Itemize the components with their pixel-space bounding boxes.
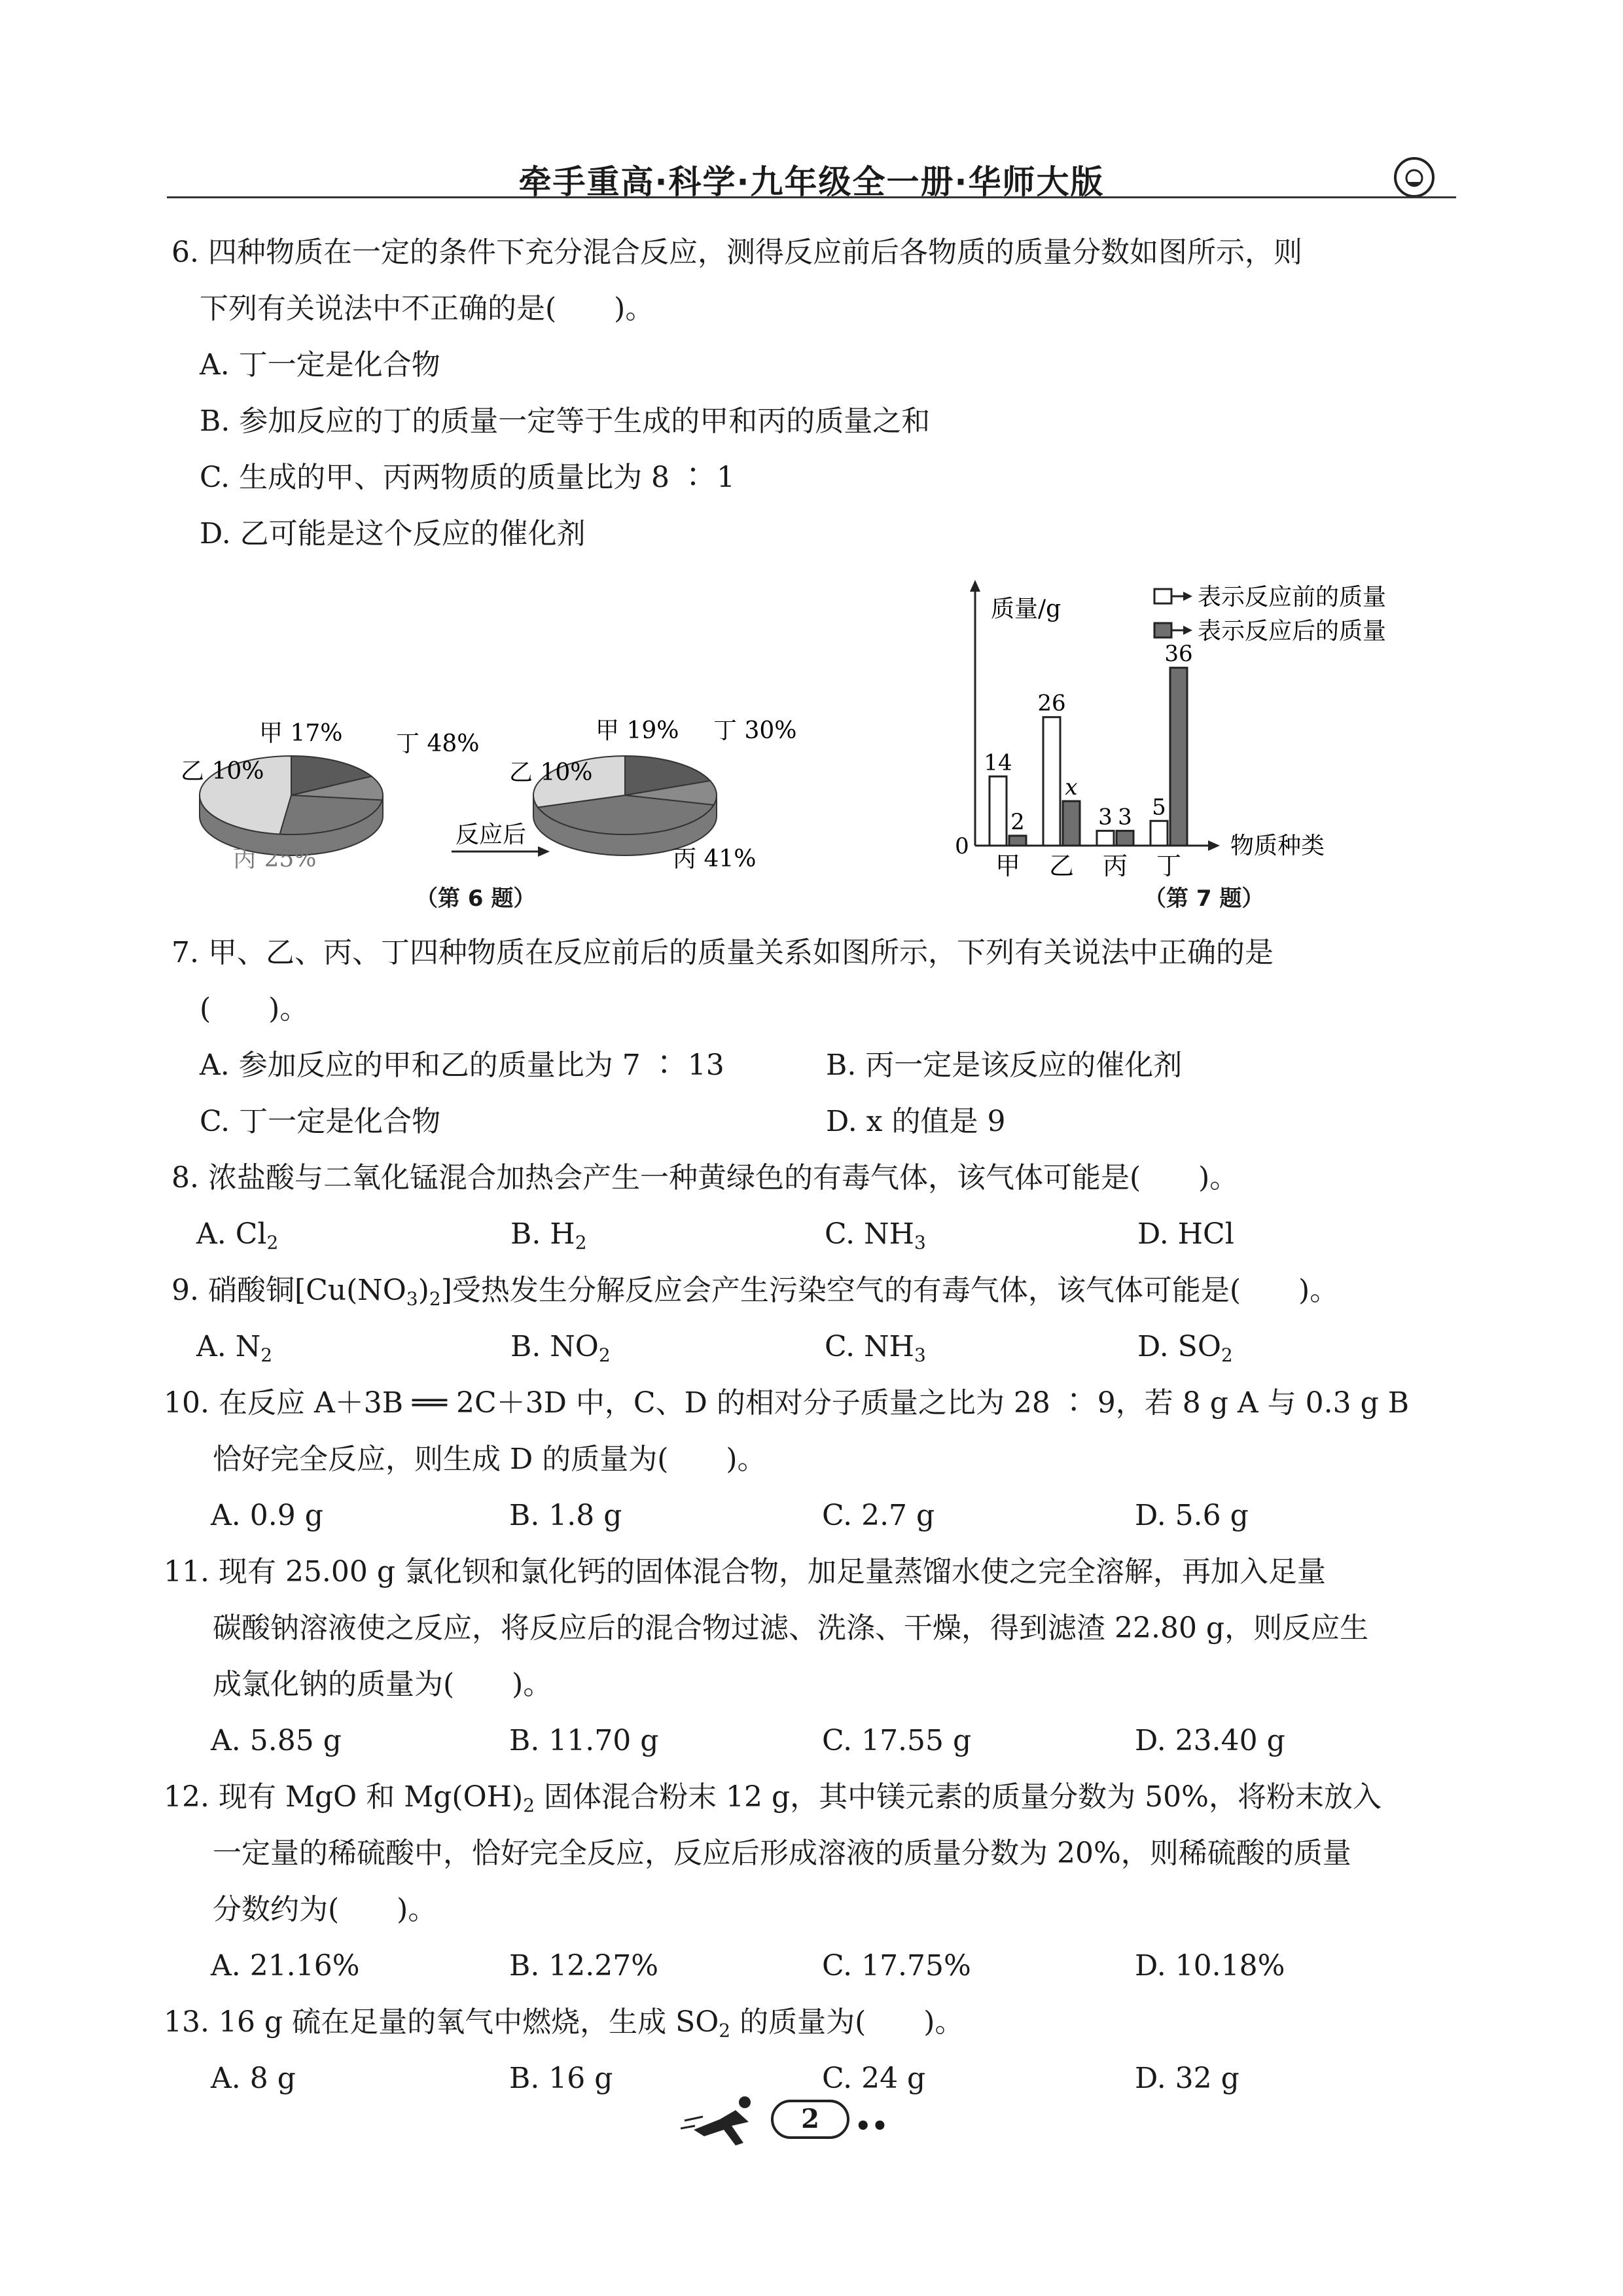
bar-label-丁-before: 5 [1152,794,1166,821]
pie-after-label-yi: 乙 10% [509,759,593,786]
q10-stem-line2: 恰好完全反应，则生成 D 的质量为( )。 [213,1443,766,1476]
bar-origin-label: 0 [955,833,969,859]
q7-option-d: D. x 的值是 9 [826,1105,1006,1138]
q11-option-a: A. 5.85 g [211,1724,342,1757]
bar-category-label-丙: 丙 [1102,852,1128,880]
q8-option-c: C. $NH_3$ [825,1217,926,1253]
bar-label-丙-after: 3 [1118,804,1132,831]
pie-after-label-bing: 丙 41% [673,846,757,872]
q12-stem-line2: 一定量的稀硫酸中，恰好完全反应，反应后形成溶液的质量分数为 20%，则稀硫酸的质量 [213,1837,1351,1870]
q7-option-a: A. 参加反应的甲和乙的质量比为 7 ∶ 13 [200,1049,724,1082]
q6-option-d: D. 乙可能是这个反应的催化剂 [200,517,586,550]
q10-option-c: C. 2.7 g [822,1499,935,1532]
bar-label-甲-before: 14 [984,749,1012,776]
q9-option-c: C. $NH_3$ [825,1330,926,1366]
q9-option-b: B. $NO_2$ [510,1330,611,1366]
bar-category-label-丁: 丁 [1156,852,1182,880]
bar-label-乙-after: x [1065,774,1078,801]
q10-stem-line1: 10. 在反应 A＋3B ══ 2C＋3D 中，C、D 的相对分子质量之比为 28 ∶ 9，若 8 g A 与 0.3 g B [164,1386,1410,1420]
page-dots-icon: •• [855,2111,889,2142]
q8-option-d: D. HCl [1137,1217,1234,1251]
q12-option-c: C. 17.75% [822,1949,971,1982]
q13-option-c: C. 24 g [822,2062,926,2095]
q12-option-b: B. 12.27% [509,1949,659,1982]
q9-option-a: A. $N_2$ [196,1330,273,1366]
bar-丁-before [1150,821,1168,846]
pie-after-label-jia: 甲 19% [596,717,679,744]
figure-7-bar-chart [942,576,1459,884]
q12-stem-line1: 12. 现有 MgO 和 $Mg(OH)_2$ 固体混合粉末 12 g，其中镁元素的质量分数为 50%，将粉末放入 [164,1780,1382,1816]
q10-option-a: A. 0.9 g [211,1499,323,1532]
q13-stem: 13. 16 g 硫在足量的氧气中燃烧，生成 $SO_2$ 的质量为( )。 [164,2005,964,2041]
pie-arrow-label: 反应后 [455,821,527,848]
q12-option-a: A. 21.16% [211,1949,360,1982]
q6-stem-line1: 6. 四种物质在一定的条件下充分混合反应，测得反应前后各物质的质量分数如图所示，则 [171,236,1302,269]
bar-甲-after [1009,836,1026,846]
q6-figure-caption: （第 6 题） [416,886,536,912]
q7-option-b: B. 丙一定是该反应的催化剂 [826,1049,1183,1082]
q7-option-c: C. 丁一定是化合物 [200,1105,441,1138]
figure-6-pie-charts [164,707,805,910]
q11-option-d: D. 23.40 g [1135,1724,1285,1757]
q9-stem: 9. 硝酸铜$[Cu(NO_3)_2]$受热发生分解反应会产生污染空气的有毒气体，该气体可能是( )。 [171,1274,1339,1310]
bar-x-axis-arrow-icon [1208,840,1220,851]
bar-丙-before [1097,831,1114,846]
pie-arrow-head-icon [538,846,550,857]
pie-after-label-ding: 丁 30% [713,717,797,744]
runner-logo-icon [681,2088,766,2153]
legend-before-label: 表示反应前的质量 [1198,584,1387,611]
q10-option-b: B. 1.8 g [509,1499,622,1532]
q6-stem-line2: 下列有关说法中不正确的是( )。 [200,292,654,325]
q11-stem-line3: 成氯化钠的质量为( )。 [213,1668,552,1701]
bar-label-乙-before: 26 [1037,690,1066,717]
bar-乙-before [1043,717,1060,846]
bar-甲-before [990,776,1007,846]
q8-stem: 8. 浓盐酸与二氧化锰混合加热会产生一种黄绿色的有毒气体，该气体可能是( )。 [171,1161,1239,1194]
q13-option-d: D. 32 g [1135,2062,1240,2095]
q6-option-c: C. 生成的甲、丙两物质的质量比为 8 ∶ 1 [200,461,736,494]
q7-stem-line2: ( )。 [200,992,309,1026]
bar-category-label-乙: 乙 [1048,852,1075,880]
publisher-logo-icon [1394,157,1435,198]
bar-y-axis-arrow-icon [970,580,980,592]
legend-after-arrow-icon [1183,626,1192,635]
legend-before-arrow-icon [1183,592,1192,601]
q8-option-b: B. $H_2$ [510,1217,587,1253]
bar-x-axis-label: 物质种类 [1230,833,1325,859]
q11-stem-line1: 11. 现有 25.00 g 氯化钡和氯化钙的固体混合物，加足量蒸馏水使之完全溶解，再加入足量 [164,1555,1327,1588]
page-number: 2 [771,2100,849,2139]
bar-丙-after [1116,831,1133,846]
q11-option-b: B. 11.70 g [509,1724,659,1757]
pie-before-label-jia: 甲 17% [259,720,343,747]
q11-option-c: C. 17.55 g [822,1724,972,1757]
bar-label-丁-after: 36 [1164,641,1193,668]
q6-option-b: B. 参加反应的丁的质量一定等于生成的甲和丙的质量之和 [200,404,931,438]
bar-marks [984,641,1192,880]
q13-option-a: A. 8 g [211,2062,296,2095]
bar-label-丙-before: 3 [1098,804,1113,831]
bar-丁-after [1170,668,1187,846]
bar-label-甲-after: 2 [1010,808,1025,835]
bar-category-label-甲: 甲 [995,852,1021,880]
q13-option-b: B. 16 g [509,2062,613,2095]
q6-option-a: A. 丁一定是化合物 [200,348,440,382]
bar-y-axis-label: 质量/g [991,596,1061,622]
header-title: 牵手重高·科学·九年级全一册·华师大版 [518,163,1105,201]
legend-after-label: 表示反应后的质量 [1198,618,1387,645]
pie-before-label-ding: 丁 48% [396,730,480,757]
pie-before-label-yi: 乙 10% [181,758,264,785]
q11-stem-line2: 碳酸钠溶液使之反应，将反应后的混合物过滤、洗涤、干燥，得到滤渣 22.80 g，则反应生 [213,1611,1369,1645]
q12-stem-line3: 分数约为( )。 [213,1893,437,1926]
q12-option-d: D. 10.18% [1135,1949,1285,1982]
pie-before-label-bing: 丙 25% [233,846,317,872]
q8-option-a: A. $Cl_2$ [196,1217,279,1253]
q7-stem-line1: 7. 甲、乙、丙、丁四种物质在反应前后的质量关系如图所示，下列有关说法中正确的是 [171,936,1274,969]
legend-after-swatch [1154,623,1171,637]
header-divider [167,196,1456,198]
q9-option-d: D. $SO_2$ [1137,1330,1233,1366]
legend-before-swatch [1154,589,1171,603]
q7-figure-caption: （第 7 题） [1144,886,1264,912]
bar-乙-after [1063,801,1080,846]
q10-option-d: D. 5.6 g [1135,1499,1249,1532]
